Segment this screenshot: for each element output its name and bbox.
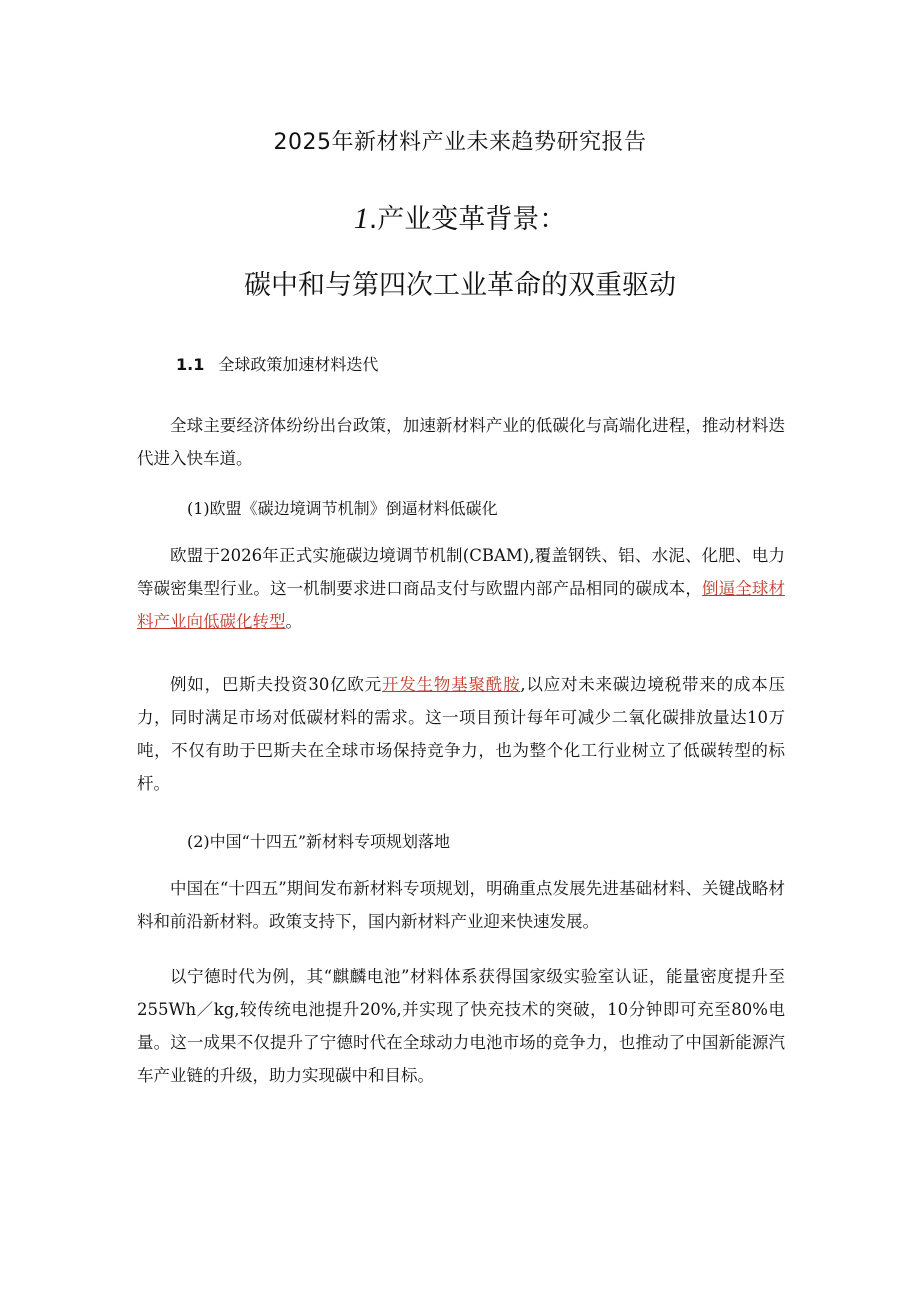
- chapter-title-rest: .产业变革背景：: [368, 204, 567, 235]
- paragraph-text: 。: [285, 612, 302, 631]
- paragraph-text: 欧盟于2026年正式实施碳边境调节机制(CBAM),覆盖钢铁、铝、水泥、化肥、电力等碳密集型行业。这一机制要求进口商品支付与欧盟内部产品相同的碳成本，: [137, 546, 785, 598]
- highlight-link[interactable]: 开发生物基聚酰胺: [382, 675, 521, 694]
- chapter-title-line1: [0, 200, 920, 239]
- chapter-number: 1: [353, 202, 369, 235]
- chapter-title-line2: 碳中和与第四次工业革命的双重驱动: [244, 270, 676, 301]
- section-number: 1.1: [176, 355, 205, 374]
- document-title: 2025年新材料产业未来趋势研究报告: [273, 130, 647, 155]
- subsection-heading-eu: (1)欧盟《碳边境调节机制》倒逼材料低碳化: [187, 499, 498, 518]
- paragraph-text: 例如，巴斯夫投资30亿欧元: [170, 675, 383, 694]
- paragraph-basf: [137, 668, 785, 800]
- paragraph-china-plan: 中国在“十四五”期间发布新材料专项规划，明确重点发展先进基础材料、关键战略材料和前沿新材料。政策支持下，国内新材料产业迎来快速发展。: [137, 879, 785, 931]
- paragraph-text: ,以应对未来碳边境税带来的成本压力，同时满足市场对低碳材料的需求。这一项目预计每年可减少二氧化碳排放量达10万吨，不仅有助于巴斯夫在全球市场保持竞争力，也为整个化工行业树立了低碳转型的标杆。: [137, 675, 785, 793]
- section-title: 全球政策加速材料迭代: [218, 355, 379, 374]
- paragraph-cbam: [137, 539, 785, 638]
- paragraph-catl: 以宁德时代为例，其“麒麟电池”材料体系获得国家级实验室认证，能量密度提升至255Wh／kg,较传统电池提升20%,并实现了快充技术的突破，10分钟即可充至80%电量。这一成果不仅提升了宁德时代在全球动力电池市场的竞争力，也推动了中国新能源汽车产业链的升级，助力实现碳中和目标。: [137, 967, 785, 1085]
- highlight-link[interactable]: 倒逼全球材料产业向低碳化转型: [137, 579, 786, 631]
- subsection-heading-china: (2)中国“十四五”新材料专项规划落地: [187, 832, 451, 851]
- section-heading: [176, 353, 378, 377]
- intro-paragraph: 全球主要经济体纷纷出台政策，加速新材料产业的低碳化与高端化进程，推动材料迭代进入快车道。: [137, 416, 785, 468]
